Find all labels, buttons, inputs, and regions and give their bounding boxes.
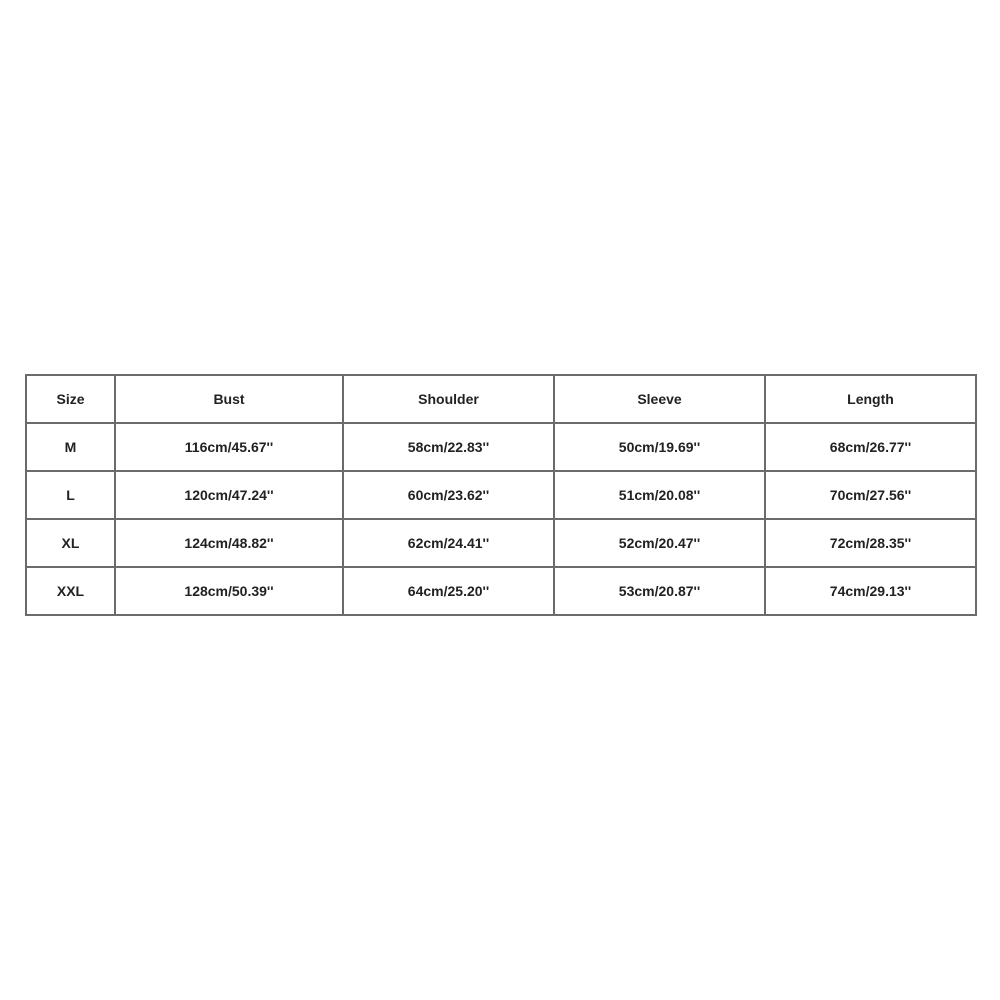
header-length: Length	[765, 375, 976, 423]
table-row	[26, 567, 976, 615]
cell-size: L	[26, 471, 115, 519]
cell-shoulder: 62cm/24.41''	[343, 519, 554, 567]
cell-bust: 128cm/50.39''	[115, 567, 343, 615]
cell-length: 68cm/26.77''	[765, 423, 976, 471]
cell-length: 74cm/29.13''	[765, 567, 976, 615]
table-header-row	[26, 375, 976, 423]
header-size: Size	[26, 375, 115, 423]
cell-size: XXL	[26, 567, 115, 615]
cell-sleeve: 53cm/20.87''	[554, 567, 765, 615]
cell-size: M	[26, 423, 115, 471]
table-row	[26, 423, 976, 471]
header-sleeve: Sleeve	[554, 375, 765, 423]
cell-length: 70cm/27.56''	[765, 471, 976, 519]
size-chart-table	[25, 374, 977, 616]
cell-sleeve: 51cm/20.08''	[554, 471, 765, 519]
cell-shoulder: 60cm/23.62''	[343, 471, 554, 519]
cell-bust: 124cm/48.82''	[115, 519, 343, 567]
cell-shoulder: 64cm/25.20''	[343, 567, 554, 615]
table-row	[26, 471, 976, 519]
cell-bust: 116cm/45.67''	[115, 423, 343, 471]
cell-length: 72cm/28.35''	[765, 519, 976, 567]
header-bust: Bust	[115, 375, 343, 423]
table-row	[26, 519, 976, 567]
cell-size: XL	[26, 519, 115, 567]
cell-bust: 120cm/47.24''	[115, 471, 343, 519]
cell-sleeve: 50cm/19.69''	[554, 423, 765, 471]
cell-shoulder: 58cm/22.83''	[343, 423, 554, 471]
cell-sleeve: 52cm/20.47''	[554, 519, 765, 567]
header-shoulder: Shoulder	[343, 375, 554, 423]
